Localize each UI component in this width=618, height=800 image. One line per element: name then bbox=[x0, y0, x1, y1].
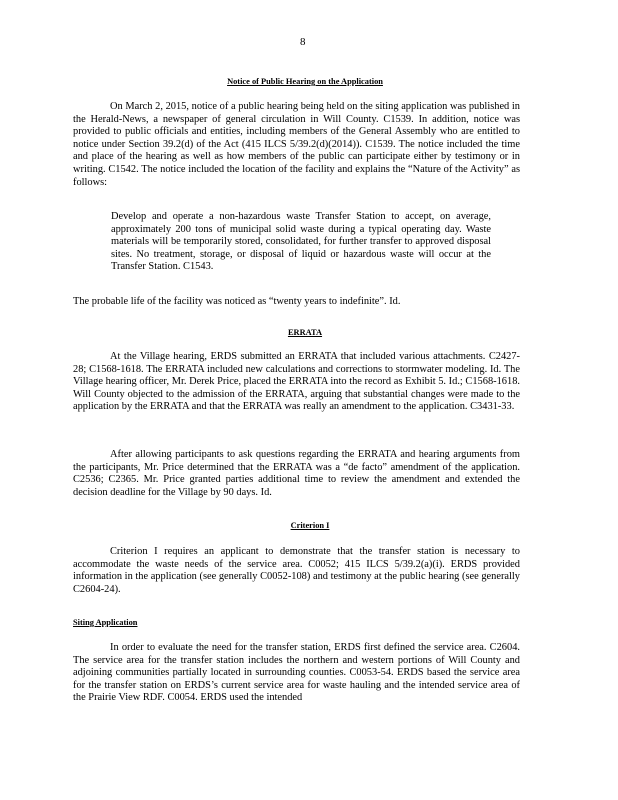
heading-siting-application: Siting Application bbox=[73, 618, 138, 627]
block-quote-nature-of-activity: Develop and operate a non-hazardous waste Transfer Station to accept, on average, approximately 200 tons of municipal solid waste during a typical operating day. Waste materials will be temporarily stored, consolidated, for further transfer to approved disposal sites. No treatment, storage, or disposal of liquid or hazardous waste will occur at the Transfer Station. C1543. bbox=[111, 211, 491, 273]
page-number: 8 bbox=[300, 36, 306, 48]
heading-notice: Notice of Public Hearing on the Application bbox=[227, 77, 383, 86]
paragraph-criterion: Criterion I requires an applicant to demonstrate that the transfer station is necessary to accommodate the waste needs of the service area. C0052; 415 ILCS 5/39.2(a)(i). ERDS provided information in the application (see generally C0052-108) and testimony at the public hearing (see generally C2604-24). bbox=[73, 546, 520, 595]
paragraph-errata-submission: At the Village hearing, ERDS submitted an ERRATA that included various attachments. C2427-28; C1568-1618. The ERRATA included new calculations and corrections to stormwater modeling. Id. The Village hearing officer, Mr. Derek Price, placed the ERRATA into the record as Exhibit 5. Id.; C1568-1618. Will County objected to the admission of the ERRATA, arguing that substantial changes were made to the application by the ERRATA and that the ERRATA was really an amendment to the application. C3431-33. bbox=[73, 351, 520, 413]
paragraph-notice: On March 2, 2015, notice of a public hearing being held on the siting application was published in the Herald-News, a newspaper of general circulation in Will County. C1539. In addition, notice was provided to public officials and entities, including members of the General Assembly who are entitled to notice under Section 39.2(d) of the Act (415 ILCS 5/39.2(d)(2014)). C1539. The notice included the time and place of the hearing as well as how members of the public can participate either by testimony or in writing. C1542. The notice included the location of the facility and explains the “Nature of the Activity” as follows: bbox=[73, 101, 520, 188]
heading-criterion: Criterion I bbox=[290, 521, 330, 530]
heading-errata: ERRATA bbox=[287, 328, 323, 337]
paragraph-errata-ruling: After allowing participants to ask questions regarding the ERRATA and hearing arguments from the participants, Mr. Price determined that the ERRATA was a “de facto” amendment of the application. C2536; C2365. Mr. Price granted parties additional time to review the amendment and extended the decision deadline for the Village by 90 days. Id. bbox=[73, 449, 520, 498]
paragraph-service-area: In order to evaluate the need for the transfer station, ERDS first defined the service area. C2604. The service area for the transfer station includes the northern and western portions of Will County and adjoining communities partially located in surrounding counties. C0053-54. ERDS based the service area for the transfer station on ERDS’s current service area for waste hauling and the intended service area of the Prairie View RDF. C0054. ERDS used the intended bbox=[73, 642, 520, 704]
paragraph-facility-life: The probable life of the facility was noticed as “twenty years to indefinite”. Id. bbox=[73, 296, 401, 307]
